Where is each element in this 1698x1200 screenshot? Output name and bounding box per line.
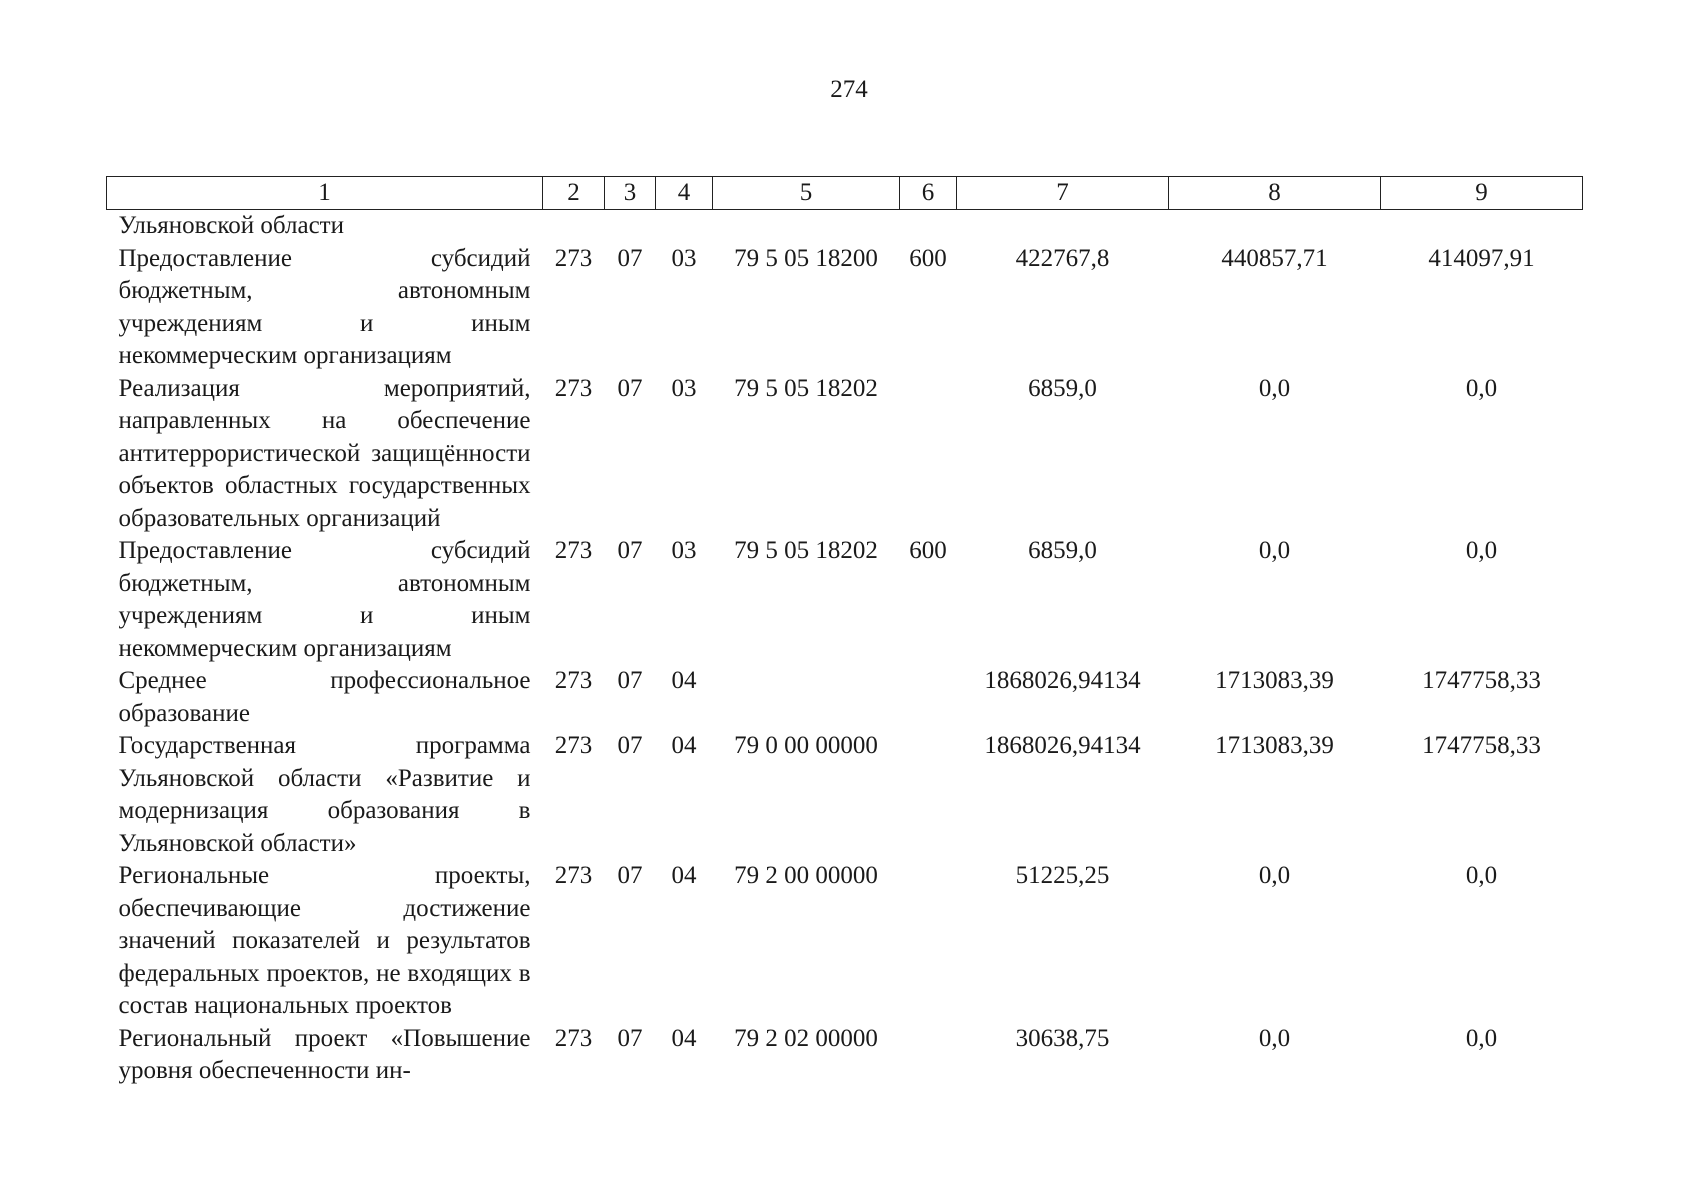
amount-year2-cell: 440857,71 — [1221, 244, 1328, 272]
amount-year2-cell: 0,0 — [1258, 537, 1291, 564]
column-header-4: 4 — [656, 177, 713, 210]
subsection-code-cell: 04 — [671, 862, 697, 889]
target-article-code-cell: 79 0 00 00000 — [734, 732, 878, 759]
amount-year1-cell — [957, 210, 1169, 243]
row-name-cell: Предоставление субсидий бюджетным, автономным учреждениям и иным некоммерческим организациям — [118, 537, 531, 662]
target-article-code-cell: 79 5 05 18202 — [734, 537, 878, 564]
gov-admin-code-cell: 273 — [554, 244, 593, 272]
gov-admin-code-cell: 273 — [554, 732, 593, 759]
table-header — [107, 177, 1583, 210]
target-article-code-cell: 79 2 02 00000 — [734, 1024, 878, 1052]
gov-admin-code-cell: 273 — [554, 374, 593, 402]
expense-type-code-cell — [900, 373, 957, 536]
expense-type-code-cell — [900, 665, 957, 730]
row-name-cell: Ульяновской области — [118, 212, 344, 239]
subsection-code-cell: 04 — [671, 1024, 697, 1052]
subsection-code-cell: 04 — [671, 667, 697, 694]
amount-year1-cell: 30638,75 — [1015, 1024, 1110, 1052]
expense-type-code-cell — [900, 1023, 957, 1088]
subsection-code-cell: 03 — [671, 244, 697, 272]
section-code-cell: 07 — [617, 667, 643, 694]
amount-year2-cell — [1169, 210, 1381, 243]
expense-type-code-cell — [900, 860, 957, 1023]
column-header-6: 6 — [900, 177, 957, 210]
column-header-1: 1 — [107, 177, 543, 210]
amount-year1-cell: 6859,0 — [1028, 374, 1097, 402]
amount-year1-cell: 422767,8 — [1015, 244, 1110, 272]
page-number: 274 — [830, 76, 868, 103]
target-article-code-cell — [713, 210, 900, 243]
amount-year1-cell: 1868026,94134 — [984, 667, 1141, 694]
amount-year3-cell: 1747758,33 — [1422, 667, 1541, 694]
amount-year3-cell: 414097,91 — [1428, 244, 1535, 272]
amount-year3-cell — [1381, 210, 1583, 243]
gov-admin-code-cell: 273 — [554, 537, 593, 564]
amount-year3-cell: 0,0 — [1465, 1024, 1498, 1052]
target-article-code-cell: 79 5 05 18202 — [734, 374, 878, 402]
header-row — [107, 177, 1583, 210]
amount-year3-cell: 0,0 — [1465, 862, 1498, 889]
section-code-cell: 07 — [617, 244, 643, 272]
column-header-8: 8 — [1169, 177, 1381, 210]
row-name-cell: Предоставление субсидий бюджетным, автономным учреждениям и иным некоммерческим организациям — [118, 244, 531, 369]
row-name-cell: Реализация мероприятий, направленных на обеспечение антитеррористической защищённости объектов областных государственных образовательных организаций — [118, 374, 531, 532]
expense-type-code-cell: 600 — [909, 537, 947, 564]
amount-year2-cell: 0,0 — [1258, 862, 1291, 889]
table-row — [107, 860, 1583, 1023]
section-code-cell: 07 — [617, 537, 643, 564]
column-header-2: 2 — [543, 177, 605, 210]
amount-year2-cell: 1713083,39 — [1215, 667, 1334, 694]
amount-year3-cell: 0,0 — [1465, 537, 1498, 564]
table-body — [107, 210, 1583, 1088]
target-article-code-cell — [713, 665, 900, 730]
target-article-code-cell: 79 5 05 18200 — [734, 244, 878, 272]
column-header-5: 5 — [713, 177, 900, 210]
section-code-cell: 07 — [617, 862, 643, 889]
section-code-cell: 07 — [617, 374, 643, 402]
table-row — [107, 535, 1583, 665]
amount-year3-cell: 1747758,33 — [1422, 732, 1541, 759]
amount-year1-cell: 51225,25 — [1015, 862, 1110, 889]
target-article-code-cell: 79 2 00 00000 — [734, 862, 878, 889]
amount-year2-cell: 1713083,39 — [1215, 732, 1334, 759]
gov-admin-code-cell: 273 — [554, 1024, 593, 1052]
table-row — [107, 373, 1583, 536]
subsection-code-cell: 04 — [671, 732, 697, 759]
budget-table — [106, 176, 1583, 1088]
table-row — [107, 1023, 1583, 1088]
gov-admin-code-cell: 273 — [554, 862, 593, 889]
amount-year2-cell: 0,0 — [1258, 1024, 1291, 1052]
column-header-9: 9 — [1381, 177, 1583, 210]
expense-type-code-cell — [900, 210, 957, 243]
row-name-cell: Региональные проекты, обеспечивающие достижение значений показателей и результатов федеральных проектов, не входящих в состав национальных проектов — [118, 862, 531, 1019]
section-code-cell — [605, 210, 656, 243]
amount-year3-cell: 0,0 — [1465, 374, 1498, 402]
table-row — [107, 243, 1583, 373]
row-name-cell: Региональный проект «Повышение уровня обеспеченности ин- — [118, 1024, 531, 1084]
expense-type-code-cell — [900, 730, 957, 860]
subsection-code-cell: 03 — [671, 374, 697, 402]
column-header-7: 7 — [957, 177, 1169, 210]
subsection-code-cell — [656, 210, 713, 243]
row-name-cell: Государственная программа Ульяновской области «Развитие и модернизация образования в Ульяновской области» — [118, 732, 531, 857]
gov-admin-code-cell: 273 — [554, 667, 593, 694]
column-header-3: 3 — [605, 177, 656, 210]
amount-year1-cell: 1868026,94134 — [984, 732, 1141, 759]
expense-type-code-cell: 600 — [909, 244, 947, 272]
row-name-cell: Среднее профессиональное образование — [118, 667, 531, 727]
table-row — [107, 665, 1583, 730]
table-row — [107, 730, 1583, 860]
subsection-code-cell: 03 — [671, 537, 697, 564]
section-code-cell: 07 — [617, 732, 643, 759]
amount-year1-cell: 6859,0 — [1028, 537, 1097, 564]
amount-year2-cell: 0,0 — [1258, 374, 1291, 402]
section-code-cell: 07 — [617, 1024, 643, 1052]
table-row — [107, 210, 1583, 243]
gov-admin-code-cell — [543, 210, 605, 243]
